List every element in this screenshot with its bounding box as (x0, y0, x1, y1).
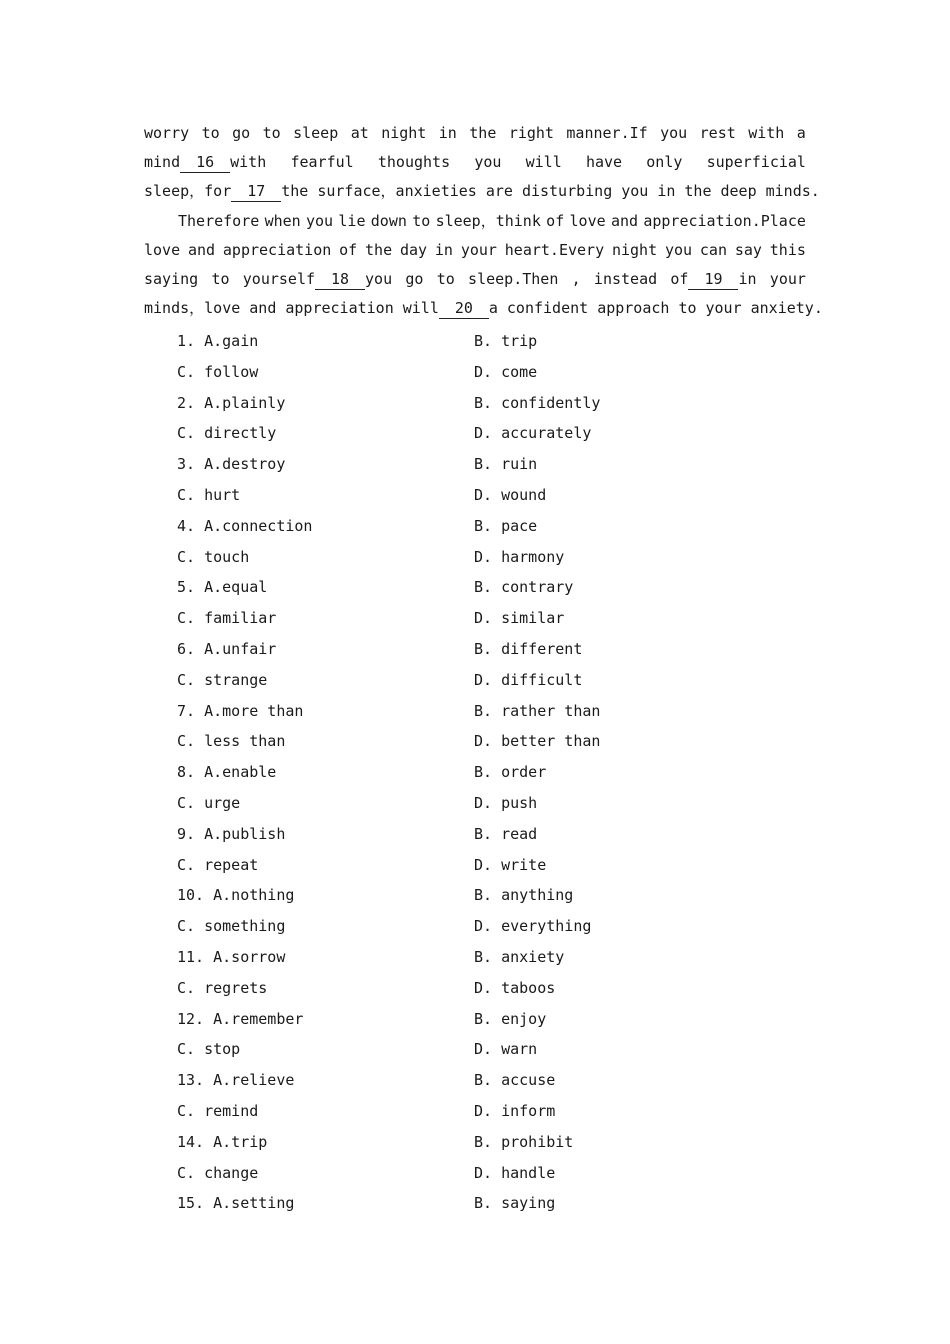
option-row (177, 572, 777, 603)
passage-line (144, 207, 806, 236)
passage-word: your (769, 270, 806, 288)
passage-line (144, 177, 820, 206)
passage-word: with (748, 124, 785, 142)
option-right: D. difficult (474, 670, 583, 689)
option-right: D. inform (474, 1101, 556, 1120)
option-right: B. saying (474, 1194, 556, 1213)
option-row (177, 850, 777, 881)
option-left: C. hurt (177, 485, 241, 504)
passage-word: sleep.Then (468, 270, 559, 288)
option-left: 9. A.publish (177, 824, 286, 843)
option-row (177, 696, 777, 727)
passage-word: appreciation (222, 241, 332, 259)
passage-word: minds. (765, 182, 820, 200)
passage-word: to (201, 124, 220, 142)
option-right: D. everything (474, 917, 592, 936)
passage-word: sleep，for 17 the (144, 182, 309, 200)
option-right: B. different (474, 639, 583, 658)
passage-word: manner.If (566, 124, 648, 142)
passage-word: can (699, 241, 727, 259)
option-row (177, 480, 777, 511)
passage-line (144, 119, 806, 148)
option-left: 2. A.plainly (177, 393, 286, 412)
option-right: B. ruin (474, 455, 538, 474)
option-left: 15. A.setting (177, 1194, 295, 1213)
option-right: B. confidently (474, 393, 601, 412)
passage-word: of (546, 212, 565, 230)
passage-word: you (306, 212, 334, 230)
option-row (177, 1065, 777, 1096)
option-left: 10. A.nothing (177, 886, 295, 905)
passage-word: deep (720, 182, 757, 200)
passage-word: down (370, 212, 407, 230)
option-row (177, 449, 777, 480)
passage-word: heart.Every (504, 241, 605, 259)
option-row (177, 388, 777, 419)
passage-word: Therefore (178, 212, 260, 230)
passage-word: approach (597, 299, 670, 317)
option-right: B. prohibit (474, 1132, 574, 1151)
passage-word: have (585, 153, 623, 171)
option-left: 8. A.enable (177, 763, 277, 782)
option-row (177, 542, 777, 573)
passage-word: the (469, 124, 497, 142)
option-left: 7. A.more than (177, 701, 304, 720)
option-left: 3. A.destroy (177, 455, 286, 474)
option-right: B. order (474, 763, 547, 782)
passage-word: this (769, 241, 806, 259)
blank-number: 18 (315, 269, 365, 290)
option-right: B. accuse (474, 1071, 556, 1090)
option-left: 4. A.connection (177, 516, 313, 535)
blank-number: 19 (688, 269, 738, 290)
passage-word: mind 16 with (144, 153, 267, 171)
option-row (177, 973, 777, 1004)
passage-word: your (705, 299, 742, 317)
passage-word: worry (144, 124, 190, 142)
option-left: C. stop (177, 1040, 241, 1059)
option-left: C. urge (177, 793, 241, 812)
blank-number: 20 (439, 298, 489, 319)
passage-word: only (646, 153, 683, 171)
option-row (177, 757, 777, 788)
option-left: C. strange (177, 670, 268, 689)
passage-word: in (434, 241, 453, 259)
passage-word: to (436, 270, 455, 288)
passage-word: day (399, 241, 428, 259)
option-right: D. handle (474, 1163, 556, 1182)
option-right: D. wound (474, 485, 547, 504)
option-row (177, 1188, 777, 1219)
passage-word: the (365, 241, 393, 259)
option-row (177, 665, 777, 696)
blank-number: 17 (231, 181, 281, 202)
passage-line (144, 236, 806, 265)
passage-word: appreciation (285, 299, 394, 317)
passage-word: a (796, 124, 806, 142)
option-row (177, 1096, 777, 1127)
passage-word: are (485, 182, 513, 200)
passage-word: yourself 18 you (242, 270, 393, 288)
option-row (177, 1158, 777, 1189)
blank-number: 16 (180, 152, 230, 173)
passage-word: and (249, 299, 277, 317)
passage-word: you (664, 241, 693, 259)
option-right: B. contrary (474, 578, 574, 597)
option-row (177, 511, 777, 542)
passage-line (144, 148, 806, 177)
option-row (177, 603, 777, 634)
option-left: 13. A.relieve (177, 1071, 295, 1090)
option-right: B. anything (474, 886, 574, 905)
option-left: 1. A.gain (177, 332, 259, 350)
passage-word: go (405, 270, 424, 288)
cloze-passage (144, 119, 823, 323)
option-right: B. enjoy (474, 1009, 547, 1028)
option-left: C. familiar (177, 609, 277, 628)
passage-word: to (412, 212, 431, 230)
option-left: C. something (177, 917, 286, 936)
option-row (177, 1127, 777, 1158)
passage-word: disturbing (521, 182, 613, 200)
passage-word: of (339, 241, 358, 259)
option-left: C. regrets (177, 978, 268, 997)
passage-word: to (211, 270, 230, 288)
passage-word: love (569, 212, 606, 230)
option-right: D. push (474, 793, 538, 812)
option-row (177, 788, 777, 819)
option-right: B. trip (474, 332, 538, 350)
answer-options (177, 326, 777, 1219)
option-right: B. pace (474, 516, 538, 535)
passage-word: you (660, 124, 688, 142)
passage-word: sleep，think (435, 212, 541, 230)
option-left: 6. A.unfair (177, 639, 277, 658)
passage-word: your (460, 241, 497, 259)
option-left: 14. A.trip (177, 1132, 268, 1151)
passage-word: fearful (290, 153, 354, 171)
passage-word: , (571, 270, 581, 288)
passage-word: when (264, 212, 301, 230)
option-row (177, 634, 777, 665)
option-right: D. similar (474, 609, 565, 628)
option-left: C. change (177, 1163, 259, 1182)
option-right: D. write (474, 855, 547, 874)
option-left: 5. A.equal (177, 578, 268, 597)
option-left: C. repeat (177, 855, 259, 874)
passage-word: go (232, 124, 251, 142)
option-right: D. accurately (474, 424, 592, 443)
passage-word: surface，anxieties (317, 182, 477, 200)
option-left: 11. A.sorrow (177, 947, 286, 966)
option-row (177, 819, 777, 850)
option-left: C. less than (177, 732, 286, 751)
option-left: C. touch (177, 547, 250, 566)
passage-word: right (508, 124, 554, 142)
passage-word: night (611, 241, 658, 259)
option-right: D. come (474, 362, 538, 381)
option-right: B. read (474, 824, 538, 843)
passage-word: confident (506, 299, 589, 317)
passage-word: anxiety. (750, 299, 823, 317)
passage-word: and (187, 241, 216, 259)
passage-word: in (438, 124, 457, 142)
passage-word: in (657, 182, 676, 200)
passage-word: and (610, 212, 639, 230)
option-right: D. warn (474, 1040, 538, 1059)
passage-word: you (621, 182, 649, 200)
option-row (177, 1004, 777, 1035)
passage-word: rest (699, 124, 736, 142)
option-row (177, 911, 777, 942)
option-left: 12. A.remember (177, 1009, 304, 1028)
passage-word: appreciation.Place (643, 212, 806, 230)
option-right: D. taboos (474, 978, 556, 997)
passage-word: will (525, 153, 562, 171)
option-row (177, 418, 777, 449)
passage-word: love (144, 241, 181, 259)
passage-word: will 20 a (402, 299, 498, 317)
passage-word: say (734, 241, 762, 259)
option-right: D. better than (474, 732, 601, 751)
passage-word: at (350, 124, 369, 142)
option-row (177, 357, 777, 388)
option-row (177, 942, 777, 973)
passage-word: thoughts (377, 153, 451, 171)
option-left: C. directly (177, 424, 277, 443)
passage-word: to (262, 124, 281, 142)
passage-word: sleep (293, 124, 339, 142)
passage-word: of 19 in (670, 270, 757, 288)
passage-word: lie (338, 212, 366, 230)
passage-word: superficial (706, 153, 806, 171)
option-row (177, 1034, 777, 1065)
option-right: B. anxiety (474, 947, 565, 966)
passage-word: to (678, 299, 697, 317)
passage-word: saying (144, 270, 199, 288)
passage-word: instead (593, 270, 658, 288)
option-right: B. rather than (474, 701, 601, 720)
passage-line (144, 294, 823, 323)
passage-word: the (684, 182, 712, 200)
option-left: C. follow (177, 362, 259, 381)
option-row (177, 880, 777, 911)
passage-word: night (381, 124, 427, 142)
option-right: D. harmony (474, 547, 565, 566)
passage-line (144, 265, 806, 294)
option-left: C. remind (177, 1101, 259, 1120)
passage-word: minds，love (144, 299, 241, 317)
option-row (177, 326, 777, 357)
option-row (177, 726, 777, 757)
passage-word: you (474, 153, 502, 171)
